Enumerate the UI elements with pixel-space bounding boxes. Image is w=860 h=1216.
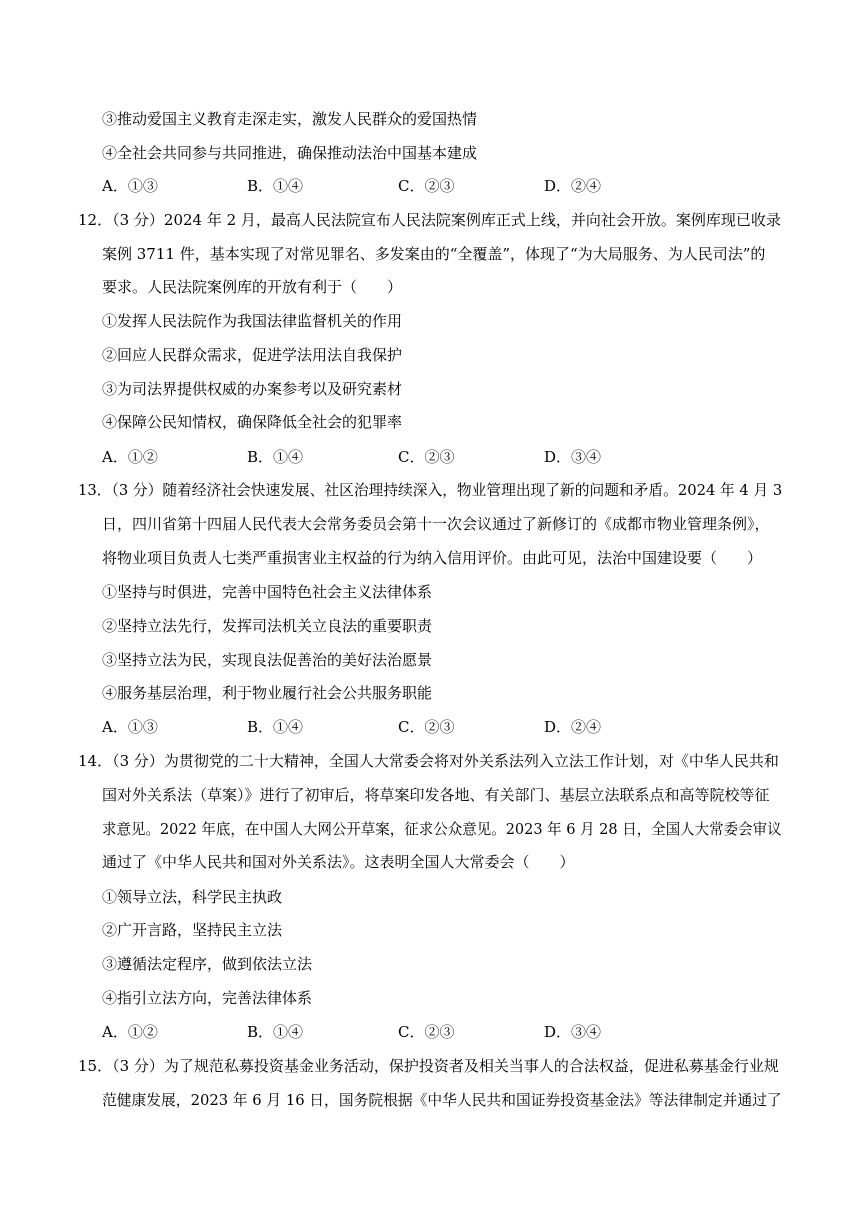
q14-option-1: ①领导立法，科学民主执政: [102, 888, 283, 906]
q12-answer-d: D．③④: [544, 448, 602, 466]
q12-stem-line-1: 12．（3 分）2024 年 2 月，最高人民法院宣布人民法院案例库正式上线，并向社会开放。案例库现已收录: [78, 211, 781, 229]
q15-stem-line-2: 范健康发展，2023 年 6 月 16 日，国务院根据《中华人民共和国证券投资基金法》等法律制定并通过了: [102, 1091, 782, 1109]
q14-stem-line-3: 求意见。2022 年底，在中国人大网公开草案，征求公众意见。2023 年 6 月 28 日，全国人大常委会审议: [102, 820, 782, 838]
q12-option-3: ③为司法界提供权威的办案参考以及研究素材: [102, 380, 403, 398]
q11-answer-b: B．①④: [247, 177, 304, 195]
q12-answer-b: B．①④: [247, 448, 304, 466]
q14-answer-c: C．②③: [398, 1023, 455, 1041]
q11-answer-c: C．②③: [398, 177, 455, 195]
q13-stem-line-2: 日，四川省第十四届人民代表大会常务委员会第十一次会议通过了新修订的《成都市物业管理条例》，: [102, 515, 770, 533]
q13-stem-line-1: 13．（3 分）随着经济社会快速发展、社区治理持续深入，物业管理出现了新的问题和矛盾。2024 年 4 月 3: [78, 481, 783, 499]
q12-answer-a: A．①②: [102, 448, 158, 466]
q14-option-4: ④指引立法方向，完善法律体系: [102, 989, 313, 1007]
q11-answer-d: D．②④: [544, 177, 602, 195]
q12-stem-line-2: 案例 3711 件，基本实现了对常见罪名、多发案由的“全覆盖”，体现了“为大局服务、为人民司法”的: [102, 245, 766, 263]
q13-option-1: ①坚持与时俱进，完善中国特色社会主义法律体系: [102, 583, 433, 601]
q11-option-4: ④全社会共同参与共同推进，确保推动法治中国基本建成: [102, 144, 478, 162]
q14-answer-b: B．①④: [247, 1023, 304, 1041]
q14-stem-line-1: 14．（3 分）为贯彻党的二十大精神，全国人大常委会将对外关系法列入立法工作计划，对《中华人民共和: [78, 752, 779, 770]
q13-answer-b: B．①④: [247, 718, 304, 736]
q14-option-2: ②广开言路，坚持民主立法: [102, 921, 283, 939]
q14-stem-line-4: 通过了《中华人民共和国对外关系法》。这表明全国人大常委会（ ）: [102, 853, 575, 871]
q13-answer-d: D．②④: [544, 718, 602, 736]
q13-answer-a: A．①③: [102, 718, 158, 736]
q13-option-4: ④服务基层治理，利于物业履行社会公共服务职能: [102, 684, 433, 702]
q14-option-3: ③遵循法定程序，做到依法立法: [102, 955, 313, 973]
q13-stem-line-3: 将物业项目负责人七类严重损害业主权益的行为纳入信用评价。由此可见，法治中国建设要（ ）: [102, 549, 763, 567]
q12-answer-c: C．②③: [398, 448, 455, 466]
q14-answer-d: D．③④: [544, 1023, 602, 1041]
q11-answer-a: A．①③: [102, 177, 158, 195]
q12-option-1: ①发挥人民法院作为我国法律监督机关的作用: [102, 312, 403, 330]
q12-option-4: ④保障公民知情权，确保降低全社会的犯罪率: [102, 413, 403, 431]
q15-stem-line-1: 15．（3 分）为了规范私募投资基金业务活动，保护投资者及相关当事人的合法权益，促进私募基金行业规: [78, 1057, 779, 1075]
q14-stem-line-2: 国对外关系法（草案）》进行了初审后，将草案印发各地、有关部门、基层立法联系点和高等院校等征: [102, 786, 770, 804]
q12-option-2: ②回应人民群众需求，促进学法用法自我保护: [102, 346, 403, 364]
q13-option-3: ③坚持立法为民，实现良法促善治的美好法治愿景: [102, 651, 433, 669]
q11-option-3: ③推动爱国主义教育走深走实，激发人民群众的爱国热情: [102, 110, 478, 128]
q14-answer-a: A．①②: [102, 1023, 158, 1041]
q12-stem-line-3: 要求。人民法院案例库的开放有利于（ ）: [102, 278, 403, 296]
q13-answer-c: C．②③: [398, 718, 455, 736]
q13-option-2: ②坚持立法先行，发挥司法机关立良法的重要职责: [102, 617, 433, 635]
